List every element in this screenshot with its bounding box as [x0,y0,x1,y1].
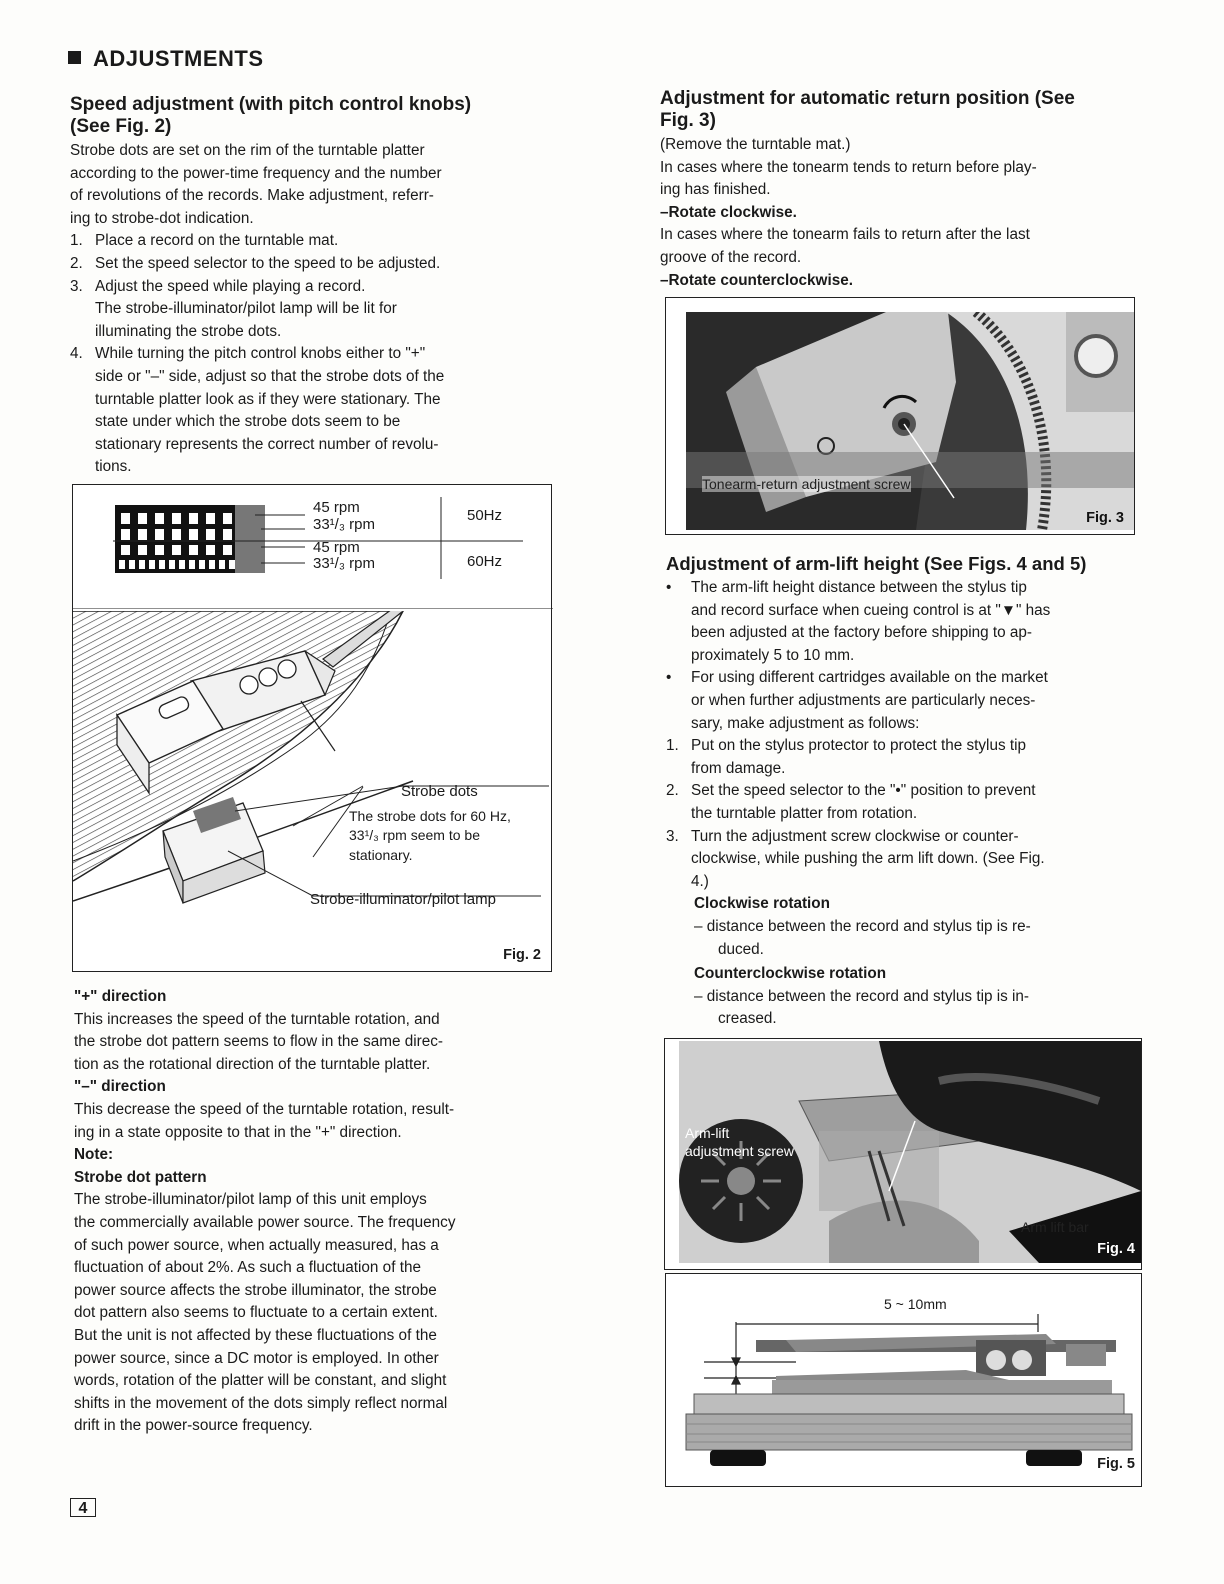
text-line: The arm-lift height distance between the stylus tip [691,579,1027,596]
fig4-bar-label: Arm lift bar [1021,1219,1089,1235]
list-item [70,230,554,253]
speed-intro [70,140,554,230]
list-item [70,276,554,344]
square-bullet-icon [68,51,81,64]
speed-heading-2: (See Fig. 2) [70,116,172,137]
text-line: Adjust the speed while playing a record. [95,277,366,295]
fig5-caption: Fig. 5 [1097,1456,1135,1472]
fig4-caption: Fig. 4 [1097,1241,1135,1257]
list-item [666,577,1142,667]
text-line: Strobe dots are set on the rim of the turntable platter [70,142,425,159]
text-line: clockwise, while pushing the arm lift down. (See Fig. [691,850,1045,868]
text-line: proximately 5 to 10 mm. [691,646,855,664]
text-line: creased. [718,1010,777,1028]
step-number: 2. [666,782,679,800]
fig5-turntable-drawing [666,1274,1136,1474]
text-line: For using different cartridges available on the market [691,669,1048,687]
fig3-label: Tonearm-return adjustment screw [702,476,911,492]
text-line: tion as the rotational direction of the turntable platter. [74,1055,431,1073]
rpm-45-60hz: 45 rpm [313,539,360,556]
fig4-screw-label-1: Arm-lift [685,1125,730,1141]
plus-heading: "+" direction [74,988,167,1005]
text-line: according to the power-time frequency and the number [70,164,442,182]
hz50-label: 50Hz [467,507,503,524]
text-line: and record surface when cueing control is at "▼" has [691,601,1051,619]
text-line: But the unit is not affected by these fluctuations of the [74,1326,437,1344]
text-line: the turntable platter from rotation. [691,804,918,822]
list-item [70,253,554,276]
text-line: The strobe-illuminator/pilot lamp will be lit for [95,300,397,318]
text-line: stationary represents the correct number of revolu- [95,435,439,453]
step-number: 1. [666,737,679,755]
text-line: Set the speed selector to the speed to be adjusted. [95,254,441,272]
turntable-strobe-drawing [73,611,551,935]
auto-return-heading-1: Adjustment for automatic return position (See [660,88,1075,109]
stationary-label-2: 33¹/₃ rpm seem to be [349,827,480,843]
rpm-33-50hz: 33¹/₃ rpm [313,516,375,533]
text-line: power source, since a DC motor is employed. In other [74,1349,439,1367]
text-line: sary, make adjustment as follows: [691,714,920,732]
list-item [666,735,1142,780]
rotate-clockwise: –Rotate clockwise. [660,203,797,221]
text-line: illuminating the strobe dots. [95,322,282,340]
text-line: duced. [718,940,764,958]
section-title [68,46,264,72]
text-line: Set the speed selector to the "•" position to prevent [691,782,1036,800]
text-line: 4.) [691,872,709,890]
minus-heading: "–" direction [74,1078,166,1096]
step-number: 3. [70,277,83,295]
text-line: ing in a state opposite to that in the "+" direction. [74,1123,402,1141]
text-line: dot pattern also seems to fluctuate to a certain extent. [74,1304,438,1322]
speed-adjustment-block [70,94,554,479]
text-line: drift in the power-source frequency. [74,1417,313,1435]
rpm-33-60hz: 33¹/₃ rpm [313,555,375,572]
auto-return-heading-2: Fig. 3) [660,110,716,131]
text-line: – distance between the record and stylus tip is re- [694,917,1031,935]
strobe-dots-label: Strobe dots [401,783,478,800]
text-line: groove of the record. [660,248,802,266]
text-line: turntable platter look as if they were stationary. The [95,390,441,408]
counterclockwise-heading: Counterclockwise rotation [694,965,887,983]
text-line: ing to strobe-dot indication. [70,209,254,227]
text-line: the strobe dot pattern seems to flow in the same direc- [74,1033,444,1051]
step-number: 3. [666,827,679,845]
text-line: been adjusted at the factory before shipping to ap- [691,624,1033,642]
text-line: Turn the adjustment screw clockwise or counter- [691,827,1019,845]
text-line: side or "–" side, adjust so that the strobe dots of the [95,367,445,385]
text-line: This decrease the speed of the turntable rotation, result- [74,1100,455,1118]
direction-block [74,986,554,1438]
text-line: (Remove the turntable mat.) [660,136,851,153]
text-line: from damage. [691,759,786,777]
list-item [70,343,554,479]
fig2-caption: Fig. 2 [503,947,541,963]
figure-2 [72,484,552,972]
text-line: This increases the speed of the turntable rotation, and [74,1010,440,1028]
text-line: the commercially available power source. The frequency [74,1213,456,1231]
step-number: 2. [70,254,83,272]
step-number: 1. [70,232,83,250]
text-line: shifts in the movement of the dots simply reflect normal [74,1394,448,1412]
speed-steps [70,230,554,479]
clockwise-heading: Clockwise rotation [694,895,830,913]
text-line: fluctuation of about 2%. As such a fluctuation of the [74,1259,421,1277]
hz60-label: 60Hz [467,553,503,570]
text-line: Place a record on the turntable mat. [95,232,339,250]
list-item [666,826,1142,894]
bullet-icon: • [666,669,672,687]
text-line: of revolutions of the records. Make adjustment, referr- [70,187,434,205]
figure-5 [665,1273,1142,1487]
fig3-caption: Fig. 3 [1086,510,1124,526]
bullet-icon: • [666,579,672,596]
page-number: 4 [70,1498,96,1517]
step-number: 4. [70,345,83,363]
figure-3 [665,297,1135,535]
text-line: The strobe-illuminator/pilot lamp of this unit employs [74,1191,427,1209]
list-item [666,667,1142,735]
text-line: In cases where the tonearm tends to return before play- [660,158,1037,176]
text-line: ing has finished. [660,181,771,199]
note-heading: Note: [74,1146,114,1164]
rotate-counterclockwise: –Rotate counterclockwise. [660,271,853,289]
rpm-45-50hz: 45 rpm [313,499,360,516]
text-line: While turning the pitch control knobs either to "+" [95,345,426,363]
text-line: In cases where the tonearm fails to return after the last [660,226,1030,244]
stationary-label-1: The strobe dots for 60 Hz, [349,808,511,824]
armlift-heading: Adjustment of arm-lift height (See Figs. 4 and 5) [666,553,1087,574]
note-subheading: Strobe dot pattern [74,1168,207,1186]
fig3-photo [686,312,1134,530]
text-line: Put on the stylus protector to protect the stylus tip [691,737,1027,755]
armlift-block [666,553,1142,1031]
lamp-label: Strobe-illuminator/pilot lamp [310,891,496,908]
figure-4 [664,1038,1142,1270]
text-line: words, rotation of the platter will be constant, and slight [74,1372,447,1390]
fig4-screw-label-2: adjustment screw [685,1143,794,1159]
text-line: of such power source, when actually measured, has a [74,1236,439,1254]
text-line: state under which the strobe dots seem to be [95,413,401,431]
fig5-dimension-label: 5 ~ 10mm [884,1296,947,1312]
section-title-text: ADJUSTMENTS [93,46,264,71]
stationary-label-3: stationary. [349,847,413,863]
text-line: tions. [95,458,132,476]
text-line: or when further adjustments are particularly neces- [691,691,1036,709]
speed-heading-1: Speed adjustment (with pitch control knobs) [70,94,472,115]
list-item [666,780,1142,825]
auto-return-block [660,88,1140,292]
text-line: power source affects the strobe illuminator, the strobe [74,1281,437,1299]
text-line: – distance between the record and stylus tip is in- [694,987,1030,1005]
